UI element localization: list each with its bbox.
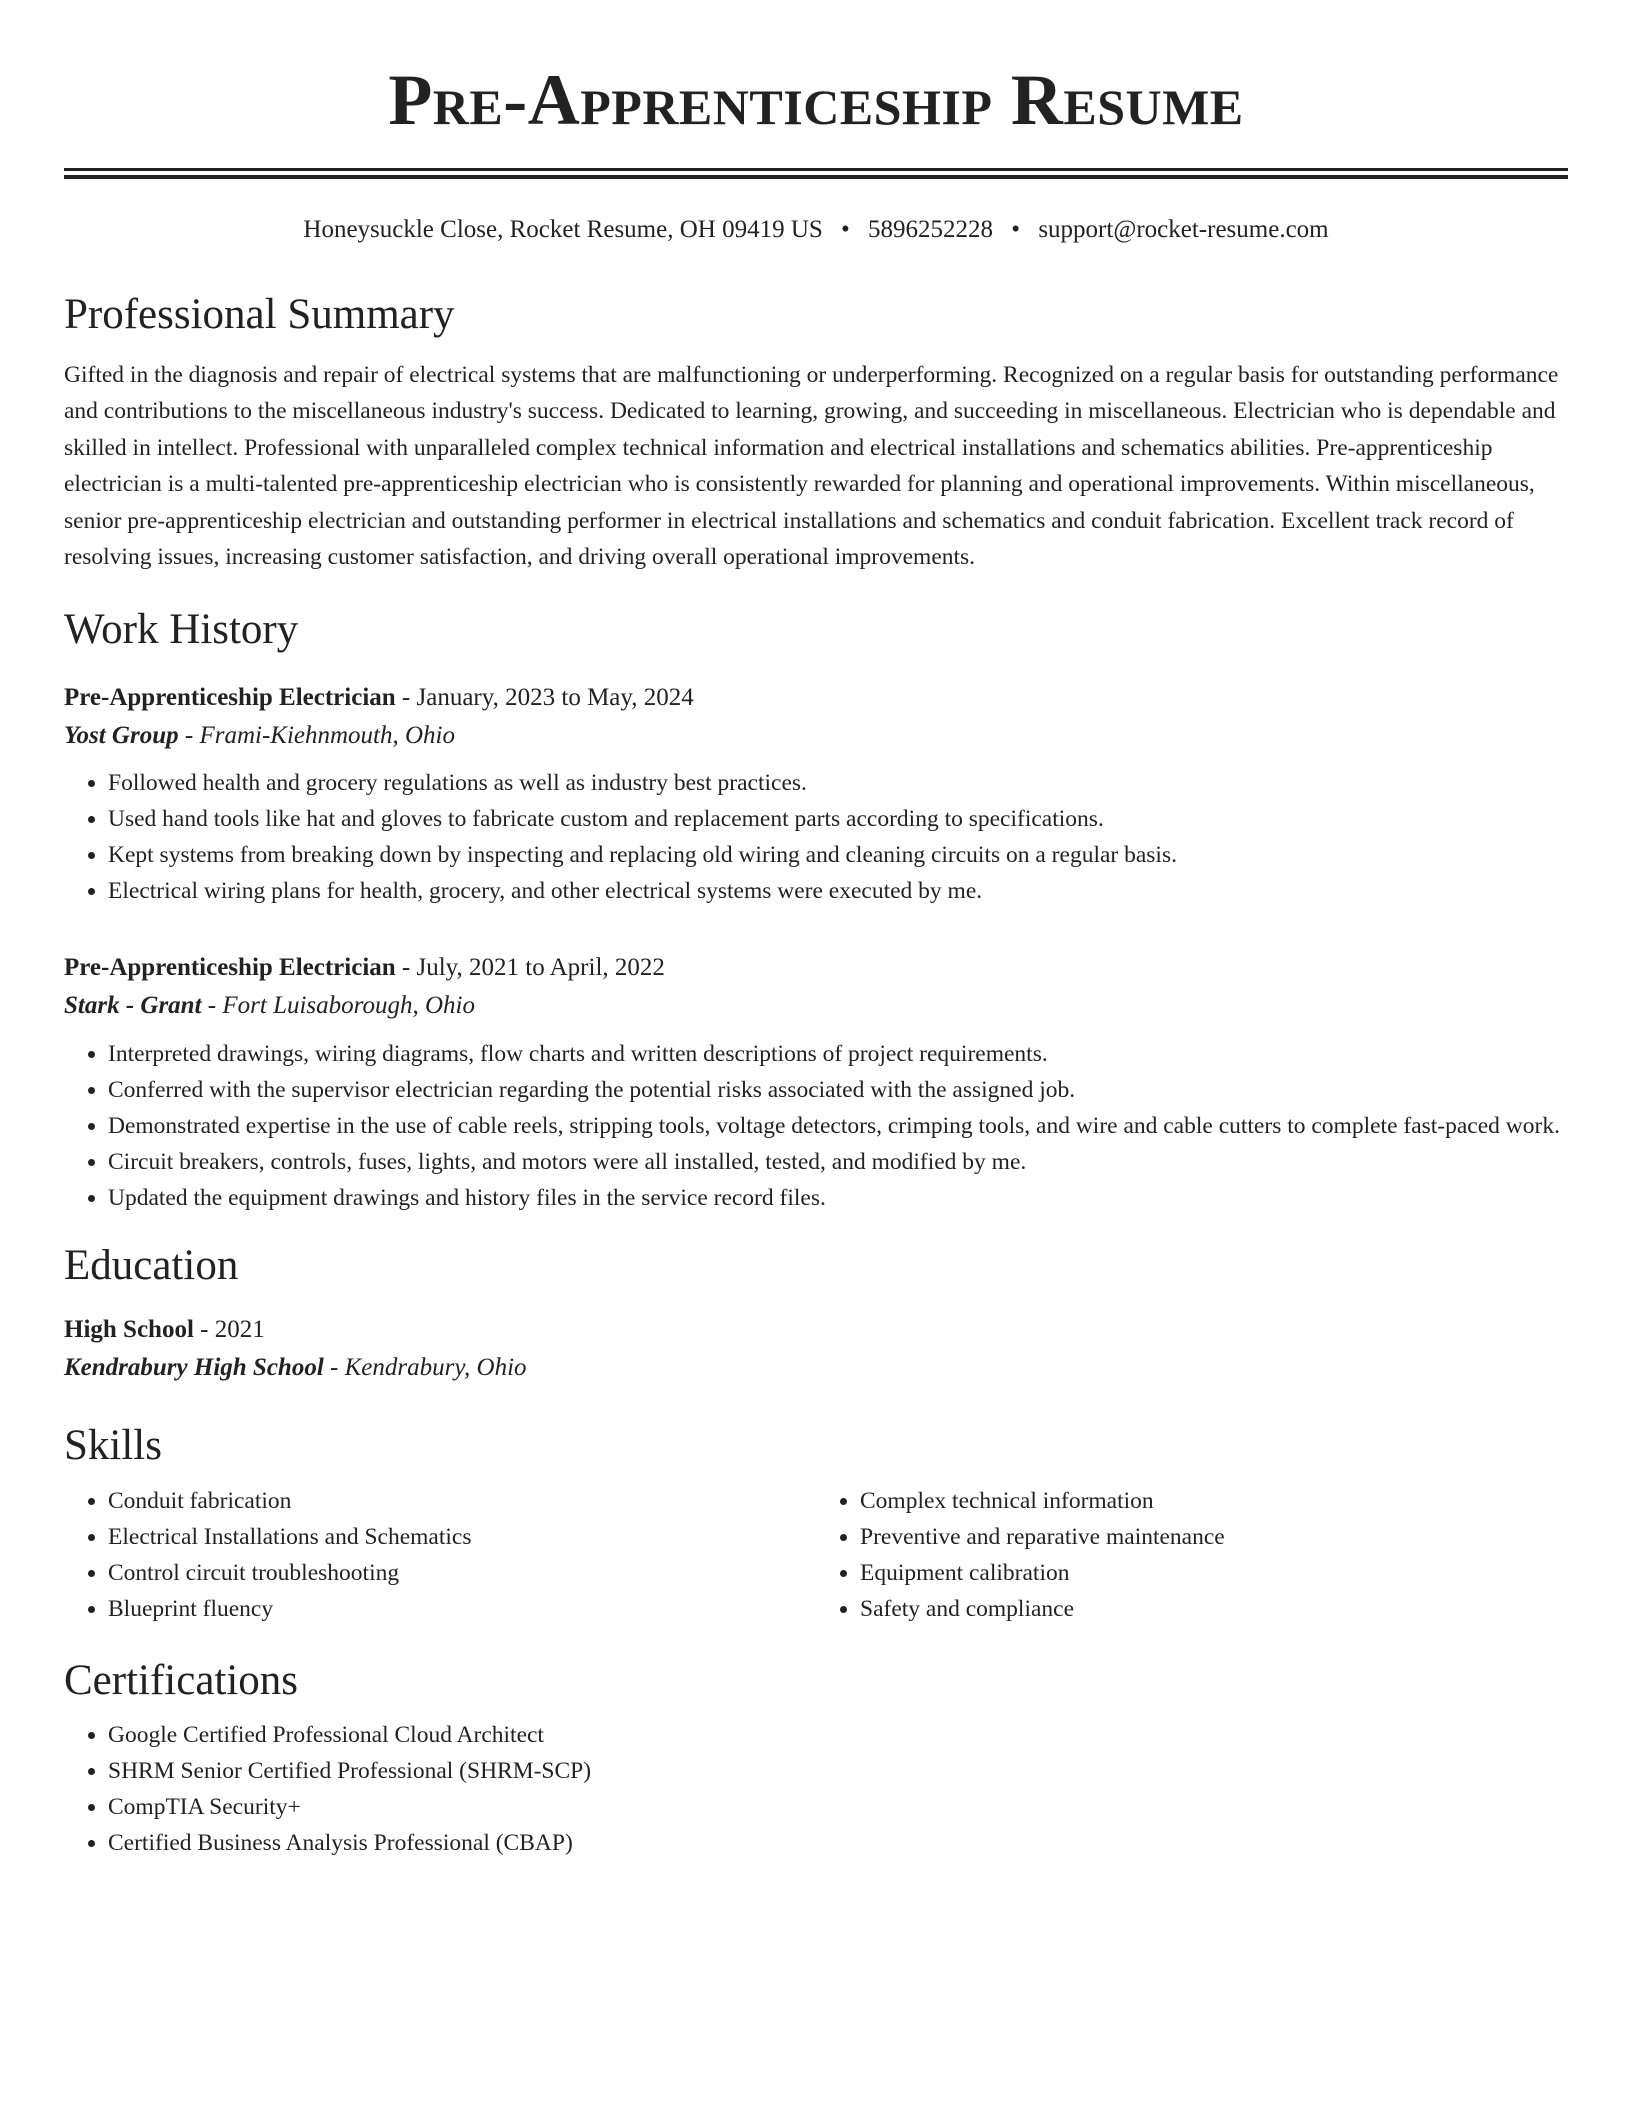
contact-line [64,215,1568,245]
list-item: • Conferred with the supervisor electrician regarding the potential risks associated with the assigned job. [108,1072,1568,1108]
list-item: • Followed health and grocery regulations as well as industry best practices. [108,765,1568,801]
school-location: - Kendrabury, Ohio [323,1353,527,1381]
degree: High School [64,1316,194,1344]
job-title-line [64,679,1568,717]
list-item: • Electrical wiring plans for health, grocery, and other electrical systems were executed by me. [108,873,1568,909]
list-item: • Certified Business Analysis Professional (CBAP) [108,1825,1568,1861]
certifications-heading: Certifications [64,1657,299,1705]
education-heading: Education [64,1241,239,1289]
list-item: • Interpreted drawings, wiring diagrams, flow charts and written descriptions of project requirements. [108,1036,1568,1072]
contact-separator: • [841,216,850,243]
company-name: Yost Group [64,721,179,749]
summary-heading: Professional Summary [64,291,455,338]
list-item: • Preventive and reparative maintenance [860,1519,1568,1555]
list-item: • Conduit fabrication [108,1483,816,1519]
education-entry [64,1311,1568,1387]
company-location: - Frami-Kiehnmouth, Ohio [178,721,455,749]
list-item: • Kept systems from breaking down by inspecting and replacing old wiring and cleaning circuits on a regular basis. [108,837,1568,873]
degree-line [64,1311,1568,1349]
contact-separator: • [1011,216,1021,243]
company-name: Stark - Grant [64,991,202,1019]
skills-right-column [816,1483,1568,1627]
summary-text: Gifted in the diagnosis and repair of electrical systems that are malfunctioning or underperforming. Recognized on a regular basis for outstanding performance and contributions to the miscellaneous industry's success. Dedicated to learning, growing, and succeeding in miscellaneous. Electrician who is dependable and skilled in intellect. Professional with unparalleled complex technical information and electrical installations and schematics abilities. Pre-apprenticeship electrician is a multi-talented pre-apprenticeship electrician who is consistently rewarded for planning and operational improvements. Within miscellaneous, senior pre-apprenticeship electrician and outstanding performer in electrical installations and schematics and conduit fabrication. Excellent track record of resolving issues, increasing customer satisfaction, and driving overall operational improvements. [64,361,1559,571]
company-line [64,987,1568,1026]
skills-heading: Skills [64,1421,162,1469]
job-title: Pre-Apprenticeship Electrician [64,684,396,712]
job-title-line [64,949,1568,987]
resume-title: Pre-Apprenticeship Resume [388,60,1244,140]
job-dates: - July, 2021 to April, 2022 [395,954,665,982]
certifications-list [64,1717,1568,1861]
list-item: • Used hand tools like hat and gloves to fabricate custom and replacement parts according to specifications. [108,801,1568,837]
job-dates: - January, 2023 to May, 2024 [395,684,694,712]
skills-left-column [64,1483,816,1627]
list-item: • Electrical Installations and Schematics [108,1519,816,1555]
job-entry [64,949,1568,1215]
company-line [64,717,1568,756]
school-line [64,1349,1568,1388]
list-item: • Equipment calibration [860,1555,1568,1591]
company-location: - Fort Luisaborough, Ohio [201,991,475,1019]
graduation-year: - 2021 [193,1316,265,1344]
contact-phone: 5896252228 [868,216,994,243]
list-item: • SHRM Senior Certified Professional (SHRM-SCP) [108,1753,1568,1789]
list-item: • Complex technical information [860,1483,1568,1519]
list-item: • Google Certified Professional Cloud Architect [108,1717,1568,1753]
list-item: • Demonstrated expertise in the use of cable reels, stripping tools, voltage detectors, crimping tools, and wire and cable cutters to complete fast-paced work. [108,1108,1568,1144]
job-bullets [64,1036,1568,1216]
list-item: • Circuit breakers, controls, fuses, lights, and motors were all installed, tested, and modified by me. [108,1144,1568,1180]
work-history-heading: Work History [64,605,299,653]
job-bullets [64,765,1568,909]
skills-grid [64,1483,1568,1627]
list-item: • Control circuit troubleshooting [108,1555,816,1591]
school-name: Kendrabury High School [64,1353,324,1381]
list-item: • CompTIA Security+ [108,1789,1568,1825]
contact-address: Honeysuckle Close, Rocket Resume, OH 09419 US [303,216,823,243]
title-divider [64,168,1568,179]
list-item: • Safety and compliance [860,1591,1568,1627]
job-title: Pre-Apprenticeship Electrician [64,954,396,982]
list-item: • Updated the equipment drawings and history files in the service record files. [108,1180,1568,1216]
list-item: • Blueprint fluency [108,1591,816,1627]
job-entry [64,679,1568,909]
contact-email: support@rocket-resume.com [1038,216,1329,243]
